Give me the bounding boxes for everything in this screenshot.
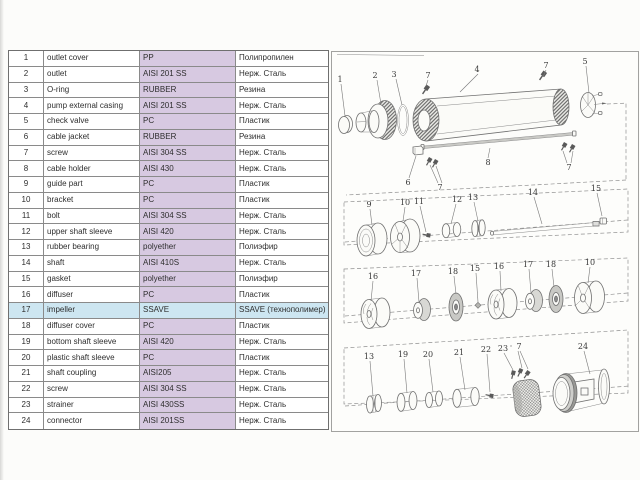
part-number-label: 5	[582, 57, 588, 66]
part-name-cell: pump external casing	[44, 98, 140, 113]
part-number-label: 1	[337, 75, 343, 84]
part-number-cell: 6	[9, 130, 44, 145]
leader-line	[454, 276, 456, 294]
parts-table-body	[9, 51, 328, 429]
material-russian-cell: Нерж. Сталь	[239, 147, 287, 157]
material-cell: AISI 420	[140, 224, 236, 239]
material-cell: PP	[140, 51, 236, 66]
part-name-cell: bracket	[44, 193, 140, 208]
part-name-cell: guide part	[44, 177, 140, 192]
part-number-label: 7	[425, 71, 431, 80]
part-number-cell: 19	[9, 335, 44, 350]
table-row	[9, 319, 328, 335]
material-russian-cell: Нерж. Сталь	[239, 399, 287, 409]
leader-line	[403, 207, 405, 221]
material-russian-cell: Полиэфир	[239, 242, 278, 252]
part-name-cell: cable holder	[44, 161, 140, 176]
material-cell: AISI 201 SS	[140, 67, 236, 82]
part-number-label: 11	[413, 197, 425, 206]
material-cell: AISI 304 SS	[140, 382, 236, 397]
part-number-cell: 15	[9, 272, 44, 287]
material-russian-cell: Полиэфир	[239, 273, 278, 283]
part-name-cell: shaft	[44, 256, 140, 271]
part-number-label: 15	[590, 184, 602, 193]
part-number-label: 3	[391, 70, 397, 79]
part-number-label: 7	[437, 183, 443, 192]
material-russian-cell: Пластик	[239, 179, 270, 189]
material-russian-cell: Пластик	[239, 195, 270, 205]
material-cell: RUBBER	[140, 130, 236, 145]
leader-line	[429, 359, 433, 392]
material-cell: PC	[140, 319, 236, 334]
part-number-label: 15	[469, 264, 481, 273]
part-number-label: 22	[480, 345, 492, 354]
part-name-cell: rubber bearing	[44, 240, 140, 255]
material-russian-cell: Пластик	[239, 116, 270, 126]
leader-line	[474, 202, 478, 221]
leader-line	[529, 269, 531, 293]
part-number-label: 23	[497, 344, 509, 353]
table-row	[9, 98, 328, 114]
material-cell: PC	[140, 114, 236, 129]
part-number-label: 17	[522, 260, 534, 269]
table-row	[9, 83, 328, 99]
material-russian-cell: Резина	[239, 132, 266, 142]
leader-line	[404, 359, 407, 393]
leader-line	[417, 278, 419, 302]
table-row	[9, 382, 328, 398]
parts-table	[8, 50, 329, 430]
material-russian-cell: Нерж. Сталь	[239, 210, 287, 220]
table-row	[9, 335, 328, 351]
table-row	[9, 114, 328, 130]
part-name-cell: shaft coupling	[44, 366, 140, 381]
leader-line	[563, 151, 567, 163]
material-russian-cell: Резина	[239, 84, 266, 94]
leader-line	[520, 351, 528, 369]
leader-line	[487, 354, 490, 392]
material-russian-cell: Полипропилен	[239, 53, 294, 63]
leader-line	[371, 281, 373, 301]
part-name-cell: impeller	[44, 303, 140, 318]
material-russian-cell: Нерж. Сталь	[239, 226, 287, 236]
material-cell: PC	[140, 287, 236, 302]
part-number-cell: 17	[9, 303, 44, 318]
material-cell: SSAVE	[140, 303, 236, 318]
material-russian-cell: SSAVE (технополимер)	[236, 303, 328, 318]
material-cell: PC	[140, 193, 236, 208]
material-cell: AISI 430SS	[140, 398, 236, 413]
material-russian-cell: Нерж. Сталь	[239, 368, 287, 378]
part-name-cell: plastic shaft sleeve	[44, 350, 140, 365]
material-cell: PC	[140, 350, 236, 365]
material-cell: RUBBER	[140, 83, 236, 98]
shaft-assembly-group	[344, 189, 628, 256]
part-number-label: 8	[485, 158, 491, 167]
part-number-cell: 24	[9, 413, 44, 429]
part-number-label: 20	[422, 350, 434, 359]
part-number-label: 12	[451, 195, 463, 204]
table-row	[9, 177, 328, 193]
part-name-cell: outlet cover	[44, 51, 140, 66]
part-number-cell: 14	[9, 256, 44, 271]
part-name-cell: cable jacket	[44, 130, 140, 145]
part-name-cell: screw	[44, 382, 140, 397]
material-russian-cell: Нерж. Сталь	[239, 163, 287, 173]
part-name-cell: check valve	[44, 114, 140, 129]
material-cell: AISI 304 SS	[140, 146, 236, 161]
part-number-label: 17	[410, 269, 422, 278]
part-name-cell: outlet	[44, 67, 140, 82]
material-cell: AISI 420	[140, 335, 236, 350]
material-cell: AISI205	[140, 366, 236, 381]
leader-line	[586, 66, 589, 93]
leader-line	[534, 197, 542, 224]
table-row	[9, 240, 328, 256]
table-row	[9, 51, 328, 67]
leader-line	[377, 80, 381, 104]
material-russian-cell: Пластик	[239, 321, 270, 331]
table-row	[9, 287, 328, 303]
part-number-label: 18	[447, 267, 459, 276]
part-name-cell: gasket	[44, 272, 140, 287]
table-row	[9, 209, 328, 225]
leader-line	[588, 267, 590, 283]
leader-line	[460, 357, 465, 390]
part-number-cell: 16	[9, 287, 44, 302]
part-number-label: 4	[474, 65, 480, 74]
material-russian-cell: Нерж. Сталь	[239, 100, 287, 110]
material-russian-cell: Нерж. Сталь	[239, 69, 287, 79]
part-number-cell: 2	[9, 67, 44, 82]
material-russian-cell: Нерж. Сталь	[239, 336, 287, 346]
part-number-label: 14	[527, 188, 539, 197]
part-number-cell: 18	[9, 319, 44, 334]
part-number-label: 19	[397, 350, 409, 359]
part-name-cell: screw	[44, 146, 140, 161]
part-number-label: 16	[493, 262, 505, 271]
part-number-cell: 3	[9, 83, 44, 98]
leader-line	[584, 351, 590, 374]
table-row	[9, 130, 328, 146]
material-cell: polyether	[140, 240, 236, 255]
part-name-cell: bottom shaft sleeve	[44, 335, 140, 350]
part-number-cell: 23	[9, 398, 44, 413]
material-cell: PC	[140, 177, 236, 192]
part-number-label: 10	[584, 258, 596, 267]
material-cell: AISI 430	[140, 161, 236, 176]
part-name-cell: connector	[44, 413, 140, 429]
part-number-label: 6	[405, 178, 411, 187]
leader-line	[460, 74, 478, 92]
part-name-cell: upper shaft sleeve	[44, 224, 140, 239]
material-russian-cell: Нерж. Сталь	[239, 258, 287, 268]
stage-stack-group	[344, 258, 628, 329]
part-number-label: 24	[577, 342, 589, 351]
part-number-cell: 12	[9, 224, 44, 239]
part-number-label: 21	[453, 348, 465, 357]
table-row	[9, 350, 328, 366]
part-number-cell: 8	[9, 161, 44, 176]
part-number-label: 13	[467, 193, 479, 202]
material-cell: AISI 201SS	[140, 413, 236, 429]
part-name-cell: bolt	[44, 209, 140, 224]
material-russian-cell: Пластик	[239, 289, 270, 299]
table-row	[9, 146, 328, 162]
part-number-label: 16	[367, 272, 379, 281]
part-name-cell: strainer	[44, 398, 140, 413]
part-number-label: 7	[543, 61, 549, 70]
leader-line	[476, 273, 478, 302]
leader-line	[571, 151, 573, 163]
part-number-cell: 9	[9, 177, 44, 192]
leader-line	[409, 156, 416, 178]
material-cell: AISI 201 SS	[140, 98, 236, 113]
leader-line	[597, 193, 602, 216]
part-number-label: ·	[509, 342, 513, 351]
table-row	[9, 67, 328, 83]
table-row	[9, 272, 328, 288]
part-number-label: 2	[372, 71, 378, 80]
scan-artifact-line	[337, 55, 424, 56]
leader-line	[341, 84, 345, 116]
part-number-label: 10	[399, 198, 411, 207]
pump-exploded-drawing	[332, 52, 638, 431]
part-name-cell: O-ring	[44, 83, 140, 98]
part-number-cell: 1	[9, 51, 44, 66]
part-number-cell: 13	[9, 240, 44, 255]
table-row	[9, 256, 328, 272]
table-row	[9, 303, 328, 319]
exploded-view-diagram	[331, 51, 639, 432]
table-row	[9, 161, 328, 177]
leader-line	[504, 353, 513, 370]
part-number-cell: 22	[9, 382, 44, 397]
material-russian-cell: Нерж. Сталь	[239, 416, 287, 426]
part-number-label: 18	[545, 260, 557, 269]
material-russian-cell: Пластик	[239, 352, 270, 362]
table-row	[9, 413, 328, 429]
leader-line	[370, 361, 373, 396]
leader-line	[488, 148, 490, 158]
upper-assembly-group	[339, 70, 627, 195]
table-row	[9, 224, 328, 240]
leader-line	[552, 269, 554, 287]
part-number-label: 13	[363, 352, 375, 361]
part-number-cell: 4	[9, 98, 44, 113]
scan-edge-shadow	[0, 0, 4, 480]
part-number-cell: 10	[9, 193, 44, 208]
leader-line	[420, 206, 426, 232]
leader-line	[500, 271, 501, 291]
part-number-label: 7	[516, 342, 522, 351]
part-number-cell: 20	[9, 350, 44, 365]
part-name-cell: diffuser cover	[44, 319, 140, 334]
table-row	[9, 366, 328, 382]
leader-line	[451, 204, 456, 224]
part-name-cell: diffuser	[44, 287, 140, 302]
leader-line	[396, 79, 402, 105]
material-cell: AISI 410S	[140, 256, 236, 271]
part-number-cell: 7	[9, 146, 44, 161]
material-cell: AISI 304 SS	[140, 209, 236, 224]
material-cell: polyether	[140, 272, 236, 287]
part-number-cell: 11	[9, 209, 44, 224]
part-number-label: 9	[366, 200, 372, 209]
material-russian-cell: Нерж. Сталь	[239, 384, 287, 394]
leader-line	[370, 209, 372, 225]
part-number-cell: 21	[9, 366, 44, 381]
table-row	[9, 398, 328, 414]
part-number-cell: 5	[9, 114, 44, 129]
table-row	[9, 193, 328, 209]
part-number-label: 7	[566, 163, 572, 172]
